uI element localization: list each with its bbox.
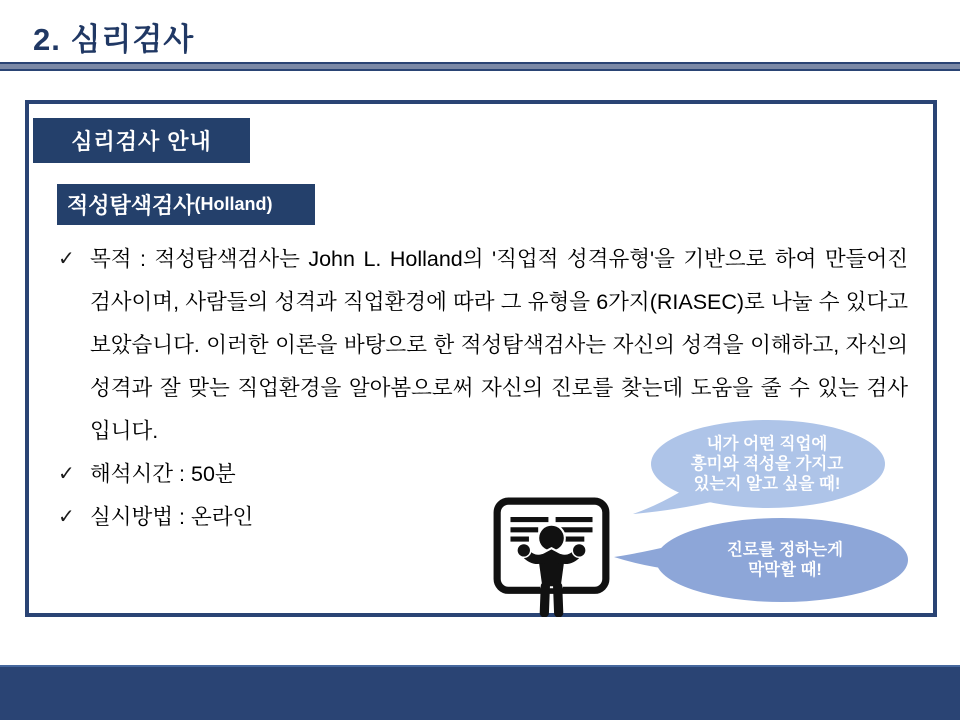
subsection-header [57,184,315,225]
section-header [33,118,250,163]
speech-bubble-text: 진로를 정하는게 막막할 때! [726,541,844,579]
presenter-icon [489,496,614,617]
subsection-header-label-en: (Holland) [194,194,273,214]
speech-bubble-career [610,516,910,604]
section-header-label: 심리검사 안내 [71,129,212,154]
subsection-header-label-ko: 적성탐색검사 [67,193,195,218]
bullet-text-purpose: 목적 : 적성탐색검사는 John L. Holland의 '직업적 성격유형'을 기반으로 하여 만들어진 검사이며, 사람들의 성격과 직업환경에 따라 그 유형을 6가지(RIASEC)로 나눌 수 있다고 보았습니다. 이러한 이론을 바탕으로 한 적성탐색검사는 자신의 성격을 이해하고, 자신의 성격과 잘 맞는 직업환경을 알아봄으로써 자신의 진로를 찾는데 도움을 줄 수 있는 검사입니다. [90,247,908,443]
footer-bar [0,665,960,720]
checkmark-icon: ✓ [58,506,75,528]
bullet-text-duration: 해석시간 : 50분 [90,462,236,486]
speech-bubble-interest [628,418,894,518]
checkmark-icon: ✓ [58,248,75,270]
page-title: 2. 심리검사 [33,22,195,57]
speech-bubble-text: 내가 어떤 직업에 흥미와 적성을 가지고 있는지 알고 싶을 때! [690,435,844,493]
bullet-text-method: 실시방법 : 온라인 [90,505,254,529]
title-divider [0,62,960,71]
checkmark-icon: ✓ [58,463,75,485]
